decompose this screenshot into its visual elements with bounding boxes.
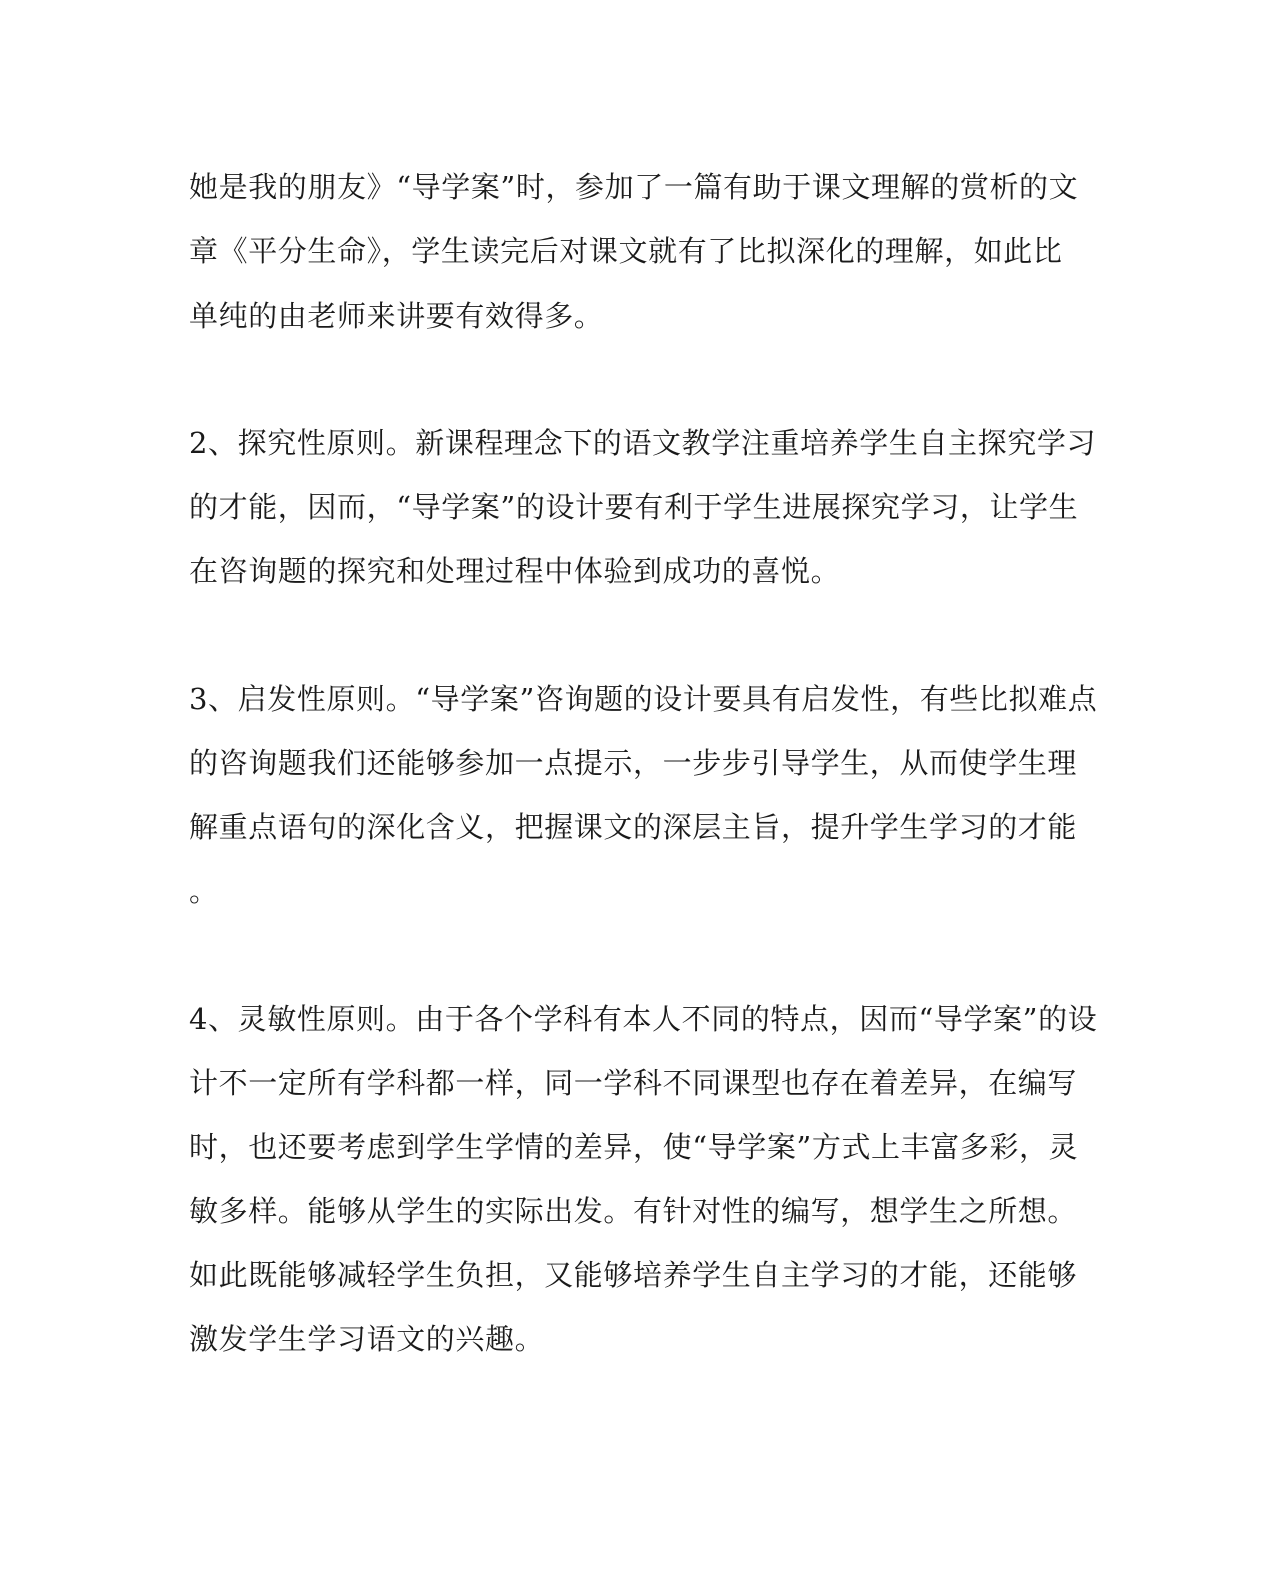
paragraph-4-line-1: 4、灵敏性原则。由于各个学科有本人不同的特点，因而“导学案”的设 — [189, 1002, 1098, 1036]
paragraph-4-line-4: 敏多样。能够从学生的实际出发。有针对性的编写，想学生之所想。 — [189, 1194, 1078, 1228]
paragraph-3-line-2: 的咨询题我们还能够参加一点提示，一步步引导学生，从而使学生理 — [189, 746, 1078, 780]
paragraph-2-line-2: 的才能，因而，“导学案”的设计要有利于学生进展探究学习，让学生 — [189, 490, 1079, 524]
paragraph-4-line-6: 激发学生学习语文的兴趣。 — [189, 1322, 545, 1356]
paragraph-1-line-2: 章《平分生命》，学生读完后对课文就有了比拟深化的理解，如此比 — [189, 234, 1063, 268]
paragraph-4-line-2: 计不一定所有学科都一样，同一学科不同课型也存在着差异，在编写 — [189, 1066, 1078, 1100]
paragraph-3-line-3: 解重点语句的深化含义，把握课文的深层主旨，提升学生学习的才能 — [189, 810, 1078, 844]
paragraph-2-line-3: 在咨询题的探究和处理过程中体验到成功的喜悦。 — [189, 554, 841, 588]
paragraph-3-line-4: 。 — [189, 874, 219, 908]
paragraph-1-line-1: 她是我的朋友》“导学案”时，参加了一篇有助于课文理解的赏析的文 — [189, 170, 1079, 204]
paragraph-1-line-3: 单纯的由老师来讲要有效得多。 — [189, 299, 604, 333]
paragraph-2-line-1: 2、探究性原则。新课程理念下的语文教学注重培养学生自主探究学习 — [189, 426, 1097, 460]
paragraph-3-line-1: 3、启发性原则。“导学案”咨询题的设计要具有启发性，有些比拟难点 — [189, 682, 1098, 716]
paragraph-4-line-5: 如此既能够减轻学生负担，又能够培养学生自主学习的才能，还能够 — [189, 1258, 1078, 1292]
paragraph-4-line-3: 时，也还要考虑到学生学情的差异，使“导学案”方式上丰富多彩，灵 — [189, 1130, 1079, 1164]
